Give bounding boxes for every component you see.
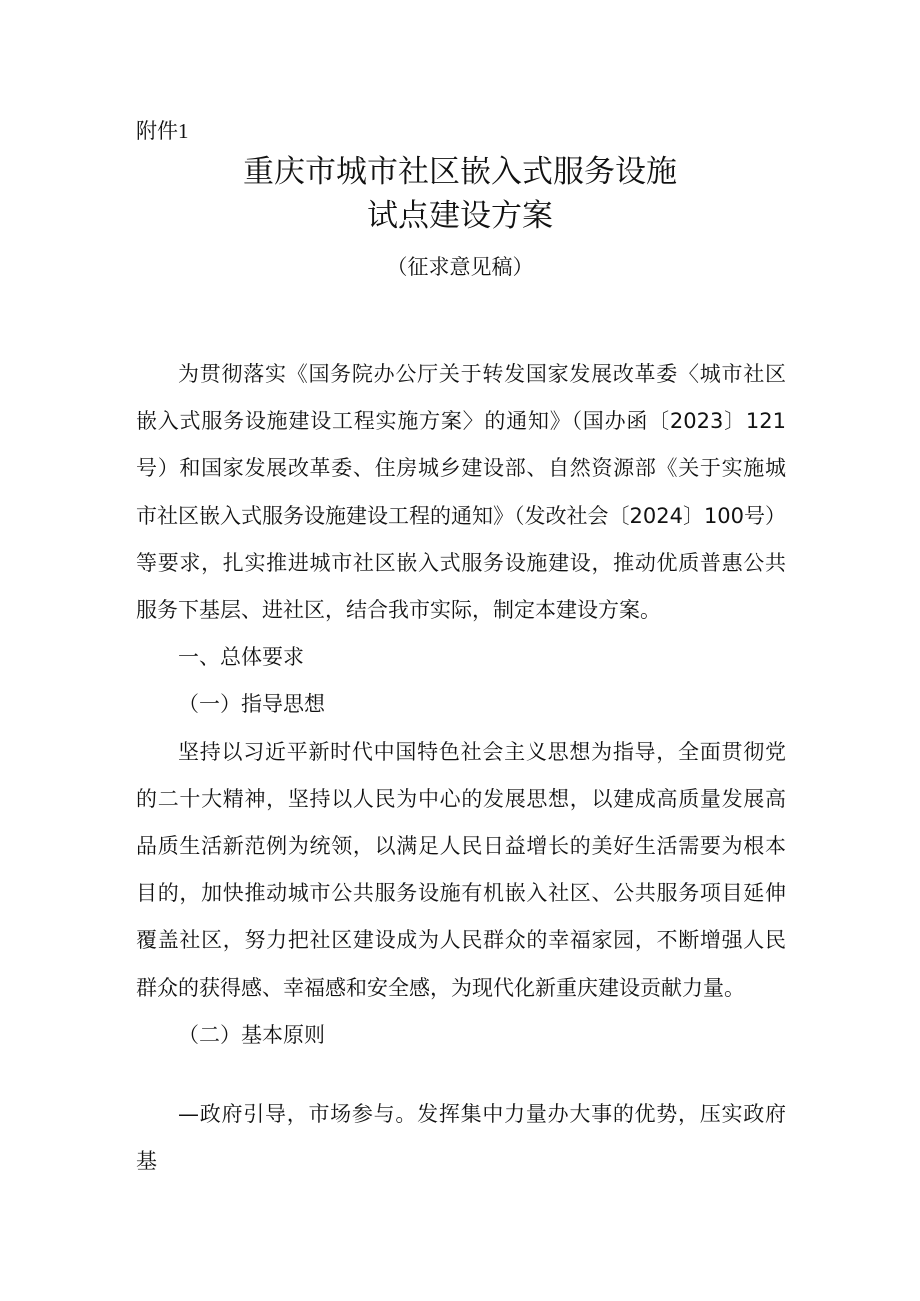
subsection-heading-guiding-ideology: （一）指导思想 (178, 692, 325, 717)
document-subtitle: （征求意见稿） (386, 255, 534, 279)
document-body (136, 351, 786, 1185)
attachment-label: 附件1 (136, 119, 189, 143)
intro-paragraph: 为贯彻落实《国务院办公厅关于转发国家发展改革委〈城市社区嵌入式服务设施建设工程实施方案〉的通知》（国办函〔2023〕121号）和国家发展改革委、住房城乡建设部、自然资源部《关于实施城市社区嵌入式服务设施建设工程的通知》（发改社会〔2024〕100号）等要求，扎实推进城市社区嵌入式服务设施建设，推动优质普惠公共服务下基层、进社区，结合我市实际，制定本建设方案。 (136, 362, 787, 623)
document-title-line-2: 试点建设方案 (367, 198, 553, 234)
subsection-heading-basic-principles: （二）基本原则 (178, 1022, 325, 1047)
section-heading-overall-requirements: 一、总体要求 (178, 645, 304, 670)
principle-paragraph: —政府引导，市场参与。发挥集中力量办大事的优势，压实政府基 (136, 1102, 786, 1174)
guiding-ideology-paragraph: 坚持以习近平新时代中国特色社会主义思想为指导，全面贯彻党的二十大精神，坚持以人民为中心的发展思想，以建成高质量发展高品质生活新范例为统领，以满足人民日益增长的美好生活需要为根本目的，加快推动城市公共服务设施有机嵌入社区、公共服务项目延伸覆盖社区，努力把社区建设成为人民群众的幸福家园，不断增强人民群众的获得感、幸福感和安全感，为现代化新重庆建设贡献力量。 (136, 739, 786, 1000)
document-title-line-1: 重庆市城市社区嵌入式服务设施 (243, 154, 677, 190)
